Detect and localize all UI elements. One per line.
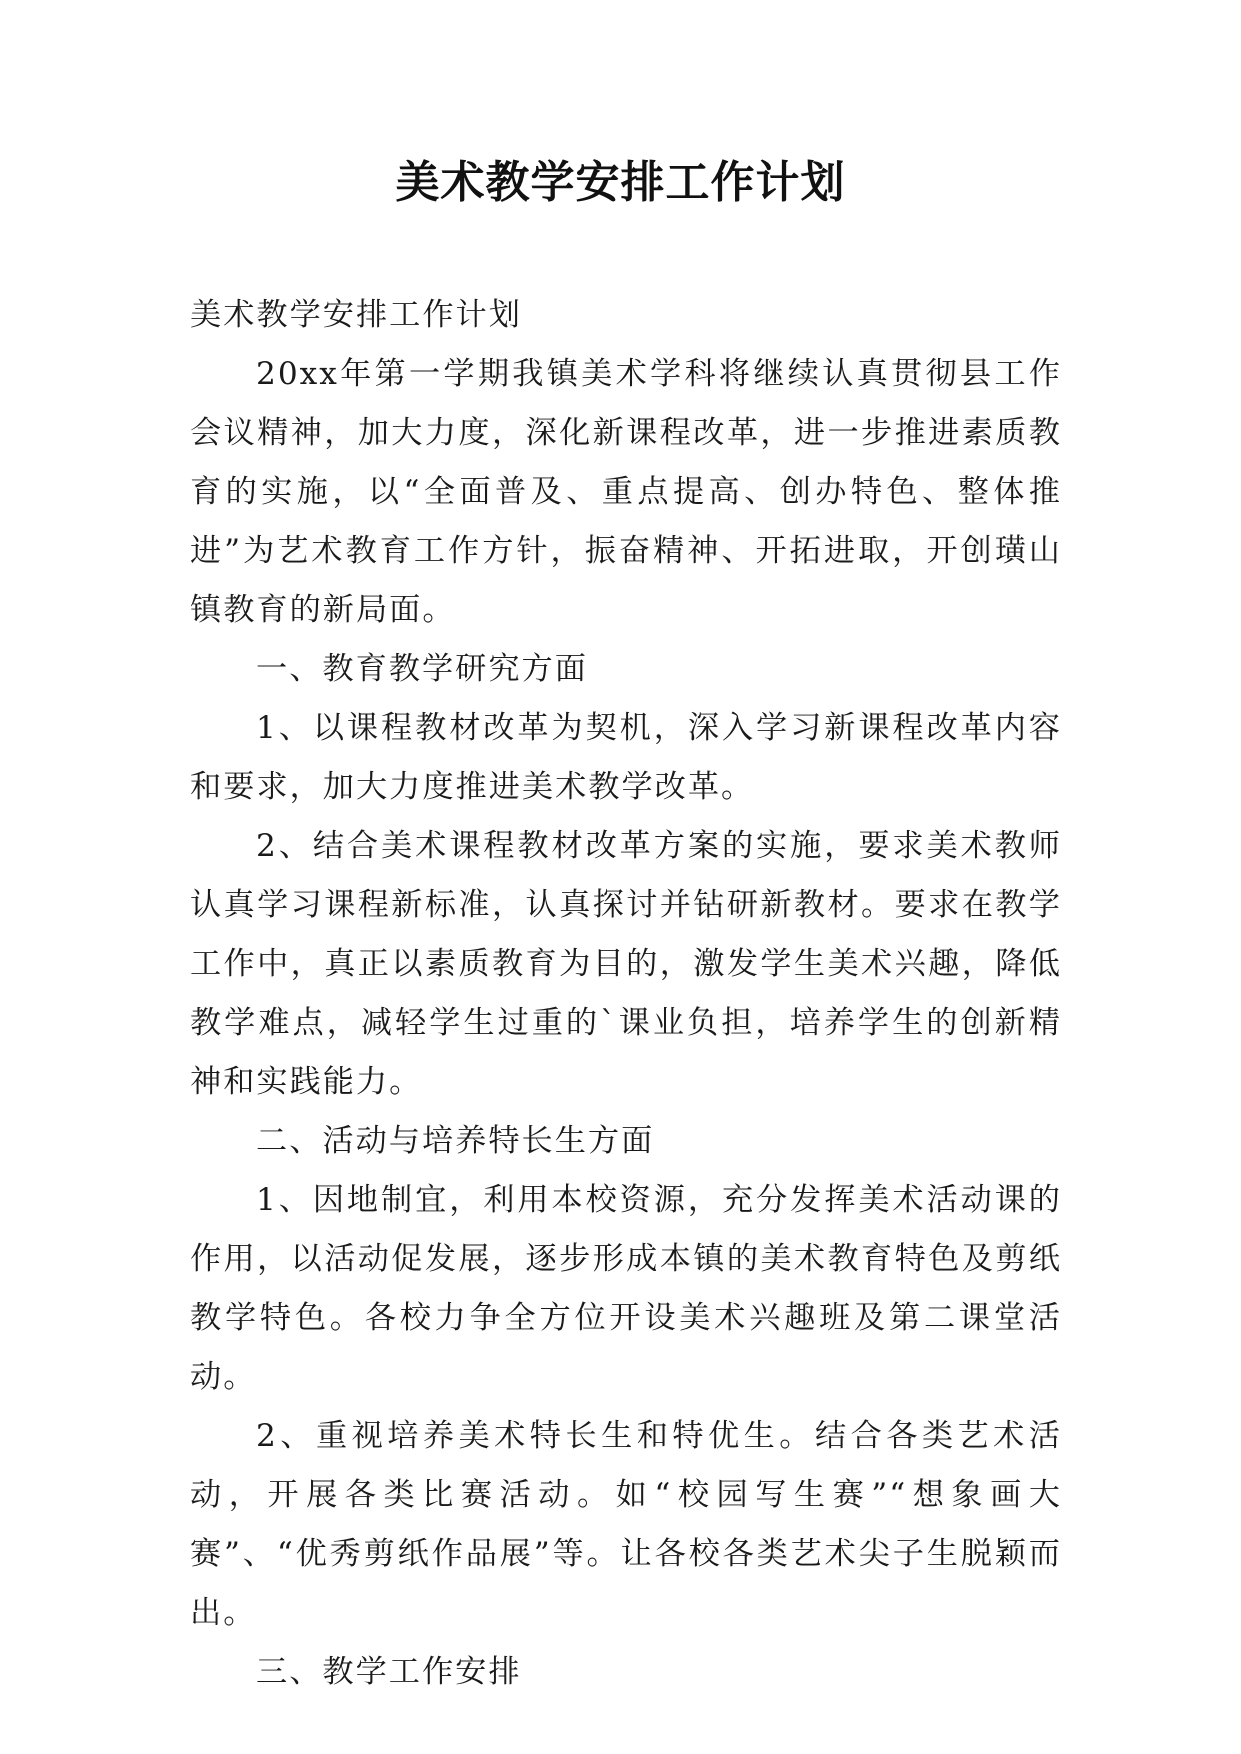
section-heading-schedule: 三、教学工作安排 bbox=[256, 1654, 522, 1690]
document-body bbox=[190, 286, 1062, 1702]
paragraph-intro: 20xx年第一学期我镇美术学科将继续认真贯彻县工作会议精神，加大力度，深化新课程改革，进一步推进素质教育的实施，以“全面普及、重点提高、创办特色、整体推进”为艺术教育工作方针，振奋精神、开拓进取，开创璜山镇教育的新局面。 bbox=[190, 356, 1062, 628]
section-heading-research: 一、教育教学研究方面 bbox=[256, 651, 588, 687]
section-heading-activities: 二、活动与培养特长生方面 bbox=[256, 1123, 655, 1159]
paragraph-heading: 美术教学安排工作计划 bbox=[190, 297, 522, 333]
paragraph-research-1: 1、以课程教材改革为契机，深入学习新课程改革内容和要求，加大力度推进美术教学改革。 bbox=[190, 710, 1062, 805]
paragraph-activities-1: 1、因地制宜，利用本校资源，充分发挥美术活动课的作用，以活动促发展，逐步形成本镇的美术教育特色及剪纸教学特色。各校力争全方位开设美术兴趣班及第二课堂活动。 bbox=[190, 1182, 1062, 1395]
paragraph-research-2: 2、结合美术课程教材改革方案的实施，要求美术教师认真学习课程新标准，认真探讨并钻研新教材。要求在教学工作中，真正以素质教育为目的，激发学生美术兴趣，降低教学难点，减轻学生过重的`课业负担，培养学生的创新精神和实践能力。 bbox=[190, 828, 1062, 1100]
document-title: 美术教学安排工作计划 bbox=[395, 157, 846, 208]
paragraph-activities-2: 2、重视培养美术特长生和特优生。结合各类艺术活动，开展各类比赛活动。如“校园写生赛”“想象画大赛”、“优秀剪纸作品展”等。让各校各类艺术尖子生脱颖而出。 bbox=[190, 1418, 1062, 1631]
